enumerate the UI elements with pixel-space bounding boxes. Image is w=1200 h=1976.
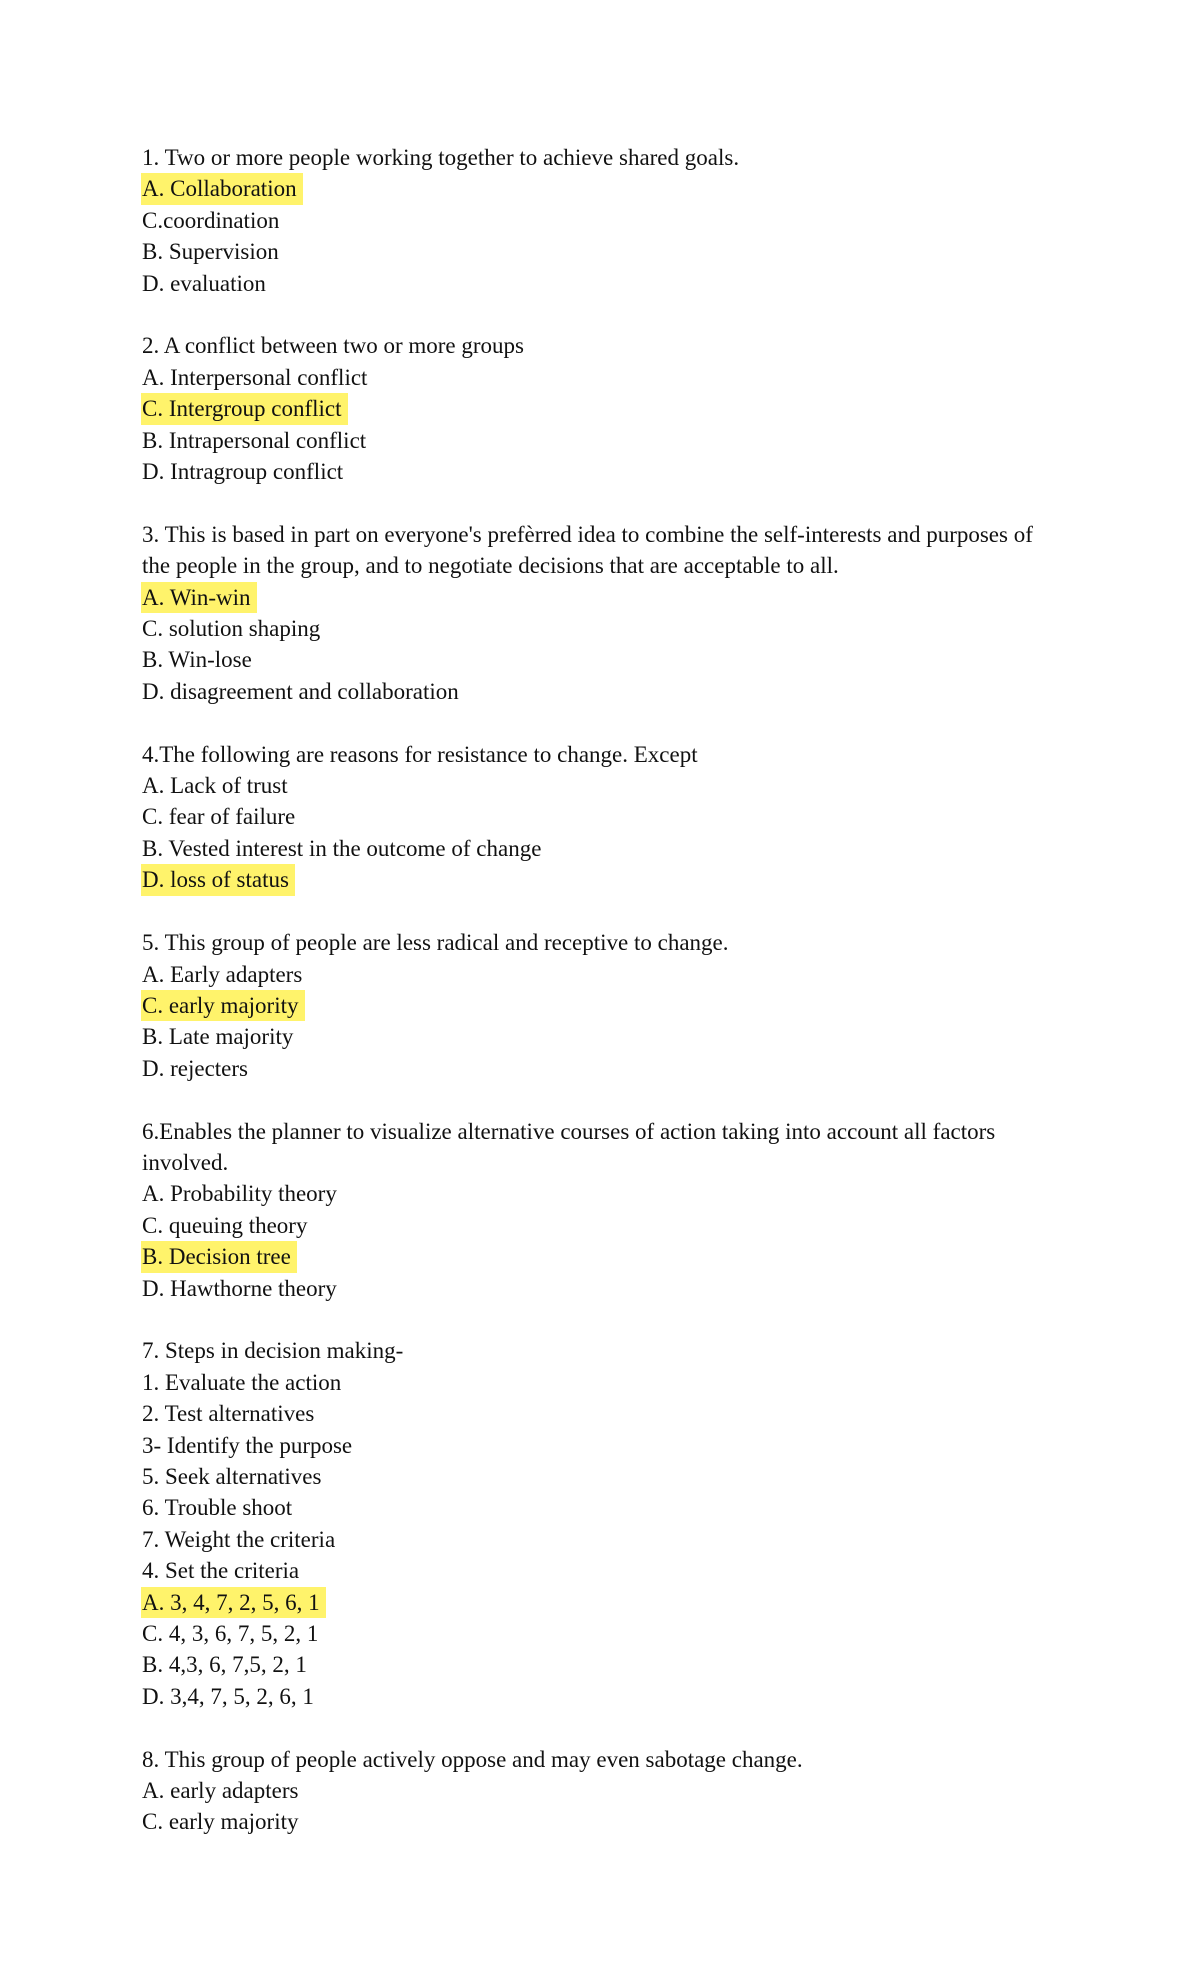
answer-option-highlighted [142, 582, 1082, 613]
answer-option-text: D. evaluation [142, 270, 266, 296]
question-block [142, 1116, 1082, 1304]
answer-option-text: 2. Test alternatives [142, 1401, 315, 1427]
answer-option-highlighted [142, 393, 1082, 424]
answer-option [142, 1649, 1082, 1680]
answer-option [142, 676, 1082, 707]
answer-option [142, 362, 1082, 393]
answer-option [142, 1555, 1082, 1586]
answer-option [142, 1398, 1082, 1429]
answer-option-text: C.coordination [142, 207, 280, 233]
question-stem: 8. This group of people actively oppose and may even sabotage change. [142, 1746, 803, 1772]
answer-option-text: A. Lack of trust [142, 773, 288, 799]
answer-option-text: 4. Set the criteria [142, 1558, 300, 1584]
answer-option-text: B. Supervision [142, 239, 279, 265]
answer-option-text: D. rejecters [142, 1055, 248, 1081]
answer-option-text: D. loss of status [141, 864, 295, 895]
answer-option-highlighted [142, 173, 1082, 204]
answer-option [142, 959, 1082, 990]
answer-option-text: C. solution shaping [142, 616, 321, 642]
question-stem: 6.Enables the planner to visualize alternative courses of action taking into account all factors [142, 1118, 996, 1144]
answer-option-text: B. 4,3, 6, 7,5, 2, 1 [142, 1652, 307, 1678]
answer-option-text: C. early majority [141, 990, 305, 1021]
answer-option [142, 1021, 1082, 1052]
answer-option-highlighted [142, 864, 1082, 895]
answer-option [142, 1461, 1082, 1492]
question-stem: 2. A conflict between two or more groups [142, 333, 524, 359]
answer-option [142, 236, 1082, 267]
answer-option-highlighted [142, 1241, 1082, 1272]
answer-option-highlighted [142, 990, 1082, 1021]
question-block [142, 142, 1082, 299]
question-stem: 4.The following are reasons for resistance to change. Except [142, 741, 698, 767]
answer-option-text: A. Collaboration [141, 173, 303, 204]
answer-option-text: D. disagreement and collaboration [142, 678, 459, 704]
answer-option [142, 1430, 1082, 1461]
answer-option [142, 833, 1082, 864]
answer-option [142, 1524, 1082, 1555]
answer-option [142, 1210, 1082, 1241]
answer-option-text: D. 3,4, 7, 5, 2, 6, 1 [142, 1683, 314, 1709]
question-stem: 5. This group of people are less radical and receptive to change. [142, 930, 729, 956]
answer-option [142, 1367, 1082, 1398]
answer-option [142, 613, 1082, 644]
answer-option-text: B. Decision tree [141, 1241, 297, 1272]
answer-option-text: C. queuing theory [142, 1212, 308, 1238]
answer-option [142, 1273, 1082, 1304]
question-stem: 7. Steps in decision making- [142, 1338, 404, 1364]
answer-option-text: 6. Trouble shoot [142, 1495, 293, 1521]
answer-option-text: A. Win-win [141, 582, 257, 613]
question-block [142, 519, 1082, 707]
answer-option [142, 1681, 1082, 1712]
answer-option [142, 1775, 1082, 1806]
answer-option-highlighted [142, 1587, 1082, 1618]
answer-option-text: A. early adapters [142, 1778, 299, 1804]
question-block [142, 1335, 1082, 1712]
answer-option [142, 801, 1082, 832]
answer-option-text: B. Vested interest in the outcome of change [142, 835, 542, 861]
answer-option-text: 7. Weight the criteria [142, 1526, 336, 1552]
question-block [142, 330, 1082, 487]
answer-option-text: D. Intragroup conflict [142, 459, 344, 485]
question-block [142, 1744, 1082, 1838]
answer-option-text: B. Late majority [142, 1024, 294, 1050]
question-list [142, 142, 1082, 1869]
answer-option-text: 3- Identify the purpose [142, 1432, 353, 1458]
question-stem: involved. [142, 1149, 229, 1175]
answer-option-text: C. early majority [142, 1809, 299, 1835]
answer-option-text: B. Win-lose [142, 647, 252, 673]
question-stem: the people in the group, and to negotiate decisions that are acceptable to all. [142, 553, 839, 579]
answer-option [142, 644, 1082, 675]
answer-option-text: C. fear of failure [142, 804, 296, 830]
answer-option-text: A. Probability theory [142, 1181, 337, 1207]
answer-option-text: A. 3, 4, 7, 2, 5, 6, 1 [141, 1587, 326, 1618]
answer-option-text: A. Interpersonal conflict [142, 364, 368, 390]
question-block [142, 927, 1082, 1084]
answer-option [142, 1492, 1082, 1523]
answer-option-text: C. Intergroup conflict [141, 393, 348, 424]
answer-option [142, 1053, 1082, 1084]
answer-option [142, 425, 1082, 456]
question-block [142, 739, 1082, 896]
answer-option-text: D. Hawthorne theory [142, 1275, 337, 1301]
answer-option [142, 456, 1082, 487]
answer-option-text: 5. Seek alternatives [142, 1463, 322, 1489]
answer-option [142, 205, 1082, 236]
answer-option [142, 1618, 1082, 1649]
answer-option-text: C. 4, 3, 6, 7, 5, 2, 1 [142, 1621, 319, 1646]
answer-option [142, 1806, 1082, 1837]
answer-option-text: B. Intrapersonal conflict [142, 427, 367, 453]
answer-option [142, 268, 1082, 299]
answer-option [142, 770, 1082, 801]
question-stem: 1. Two or more people working together to achieve shared goals. [142, 145, 740, 170]
answer-option-text: A. Early adapters [142, 961, 303, 987]
question-stem: 3. This is based in part on everyone's prefèrred idea to combine the self-interests and purposes of [142, 521, 1033, 547]
answer-option [142, 1178, 1082, 1209]
answer-option-text: 1. Evaluate the action [142, 1369, 342, 1395]
